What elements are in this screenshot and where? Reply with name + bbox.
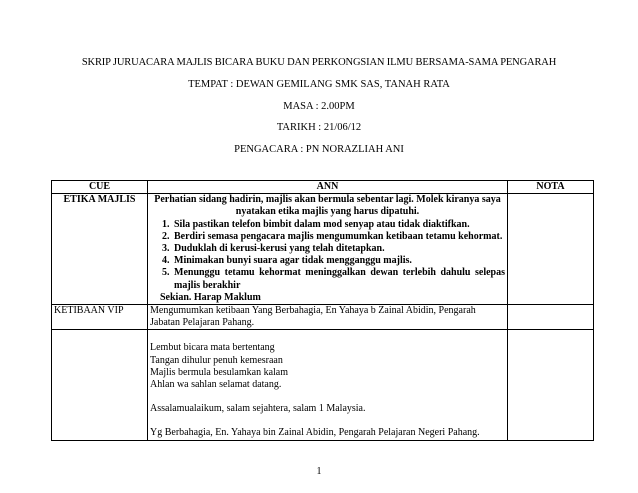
nota-ketibaan-vip	[508, 305, 594, 330]
list-item: 2. Berdiri semasa pengacara majlis mengumumkan ketibaan tetamu kehormat.	[172, 231, 505, 243]
poem-line: Lembut bicara mata bertentang	[150, 342, 275, 354]
ann-etika-majlis	[148, 194, 508, 305]
table-row	[52, 330, 594, 440]
time-line: MASA : 2.00PM	[283, 101, 355, 112]
table-header-row	[52, 181, 594, 194]
cue-etika-majlis: ETIKA MAJLIS	[52, 194, 148, 305]
list-item: 1. Sila pastikan telefon bimbit dalam mod senyap atau tidak diaktifkan.	[172, 219, 505, 231]
nota-etika-majlis	[508, 194, 594, 305]
salam-line: Assalamualaikum, salam sejahtera, salam 1 Malaysia.	[150, 403, 366, 415]
list-item: 5. Menunggu tetamu kehormat meninggalkan dewan terlebih dahulu selepas majlis berakhir	[172, 267, 505, 291]
cue-opening	[52, 330, 148, 440]
poem-line: Tangan dihulur penuh kemesraan	[150, 354, 283, 366]
emcee-line: PENGACARA : PN NORAZLIAH ANI	[234, 144, 404, 155]
greeting-line: Yg Berbahagia, En. Yahaya bin Zainal Abidin, Pengarah Pelajaran Negeri Pahang.	[150, 427, 480, 439]
cue-ketibaan-vip: KETIBAAN VIP	[52, 305, 148, 330]
poem-line: Majlis bermula besulamkan kalam	[150, 366, 289, 378]
date-line: TARIKH : 21/06/12	[276, 122, 362, 133]
header-ann: ANN	[148, 181, 508, 194]
header-cue: CUE	[52, 181, 148, 194]
ann-opening	[148, 330, 508, 440]
list-item: 4. Minimakan bunyi suara agar tidak mengganggu majlis.	[172, 255, 505, 267]
script-table	[51, 180, 594, 441]
header-nota: NOTA	[508, 181, 594, 194]
etika-rules-list	[150, 219, 505, 292]
document-title: SKRIP JURUACARA MAJLIS BICARA BUKU DAN PERKONGSIAN ILMU BERSAMA-SAMA PENGARAH	[81, 57, 557, 68]
etika-closing: Sekian. Harap Maklum	[160, 291, 261, 303]
table-row	[52, 305, 594, 330]
nota-opening	[508, 330, 594, 440]
table-row	[52, 194, 594, 305]
page-number: 1	[316, 466, 322, 477]
ann-ketibaan-vip: Mengumumkan ketibaan Yang Berbahagia, En Yahaya b Zainal Abidin, Pengarah Jabatan Pelajaran Pahang.	[148, 305, 508, 330]
poem-line: Ahlan wa sahlan selamat datang.	[150, 379, 282, 391]
venue-line: TEMPAT : DEWAN GEMILANG SMK SAS, TANAH RATA	[188, 79, 450, 90]
list-item: 3. Duduklah di kerusi-kerusi yang telah ditetapkan.	[172, 243, 505, 255]
etika-intro: Perhatian sidang hadirin, majlis akan bermula sebentar lagi. Molek kiranya saya nyatakan etika majlis yang harus dipatuhi.	[154, 194, 501, 218]
